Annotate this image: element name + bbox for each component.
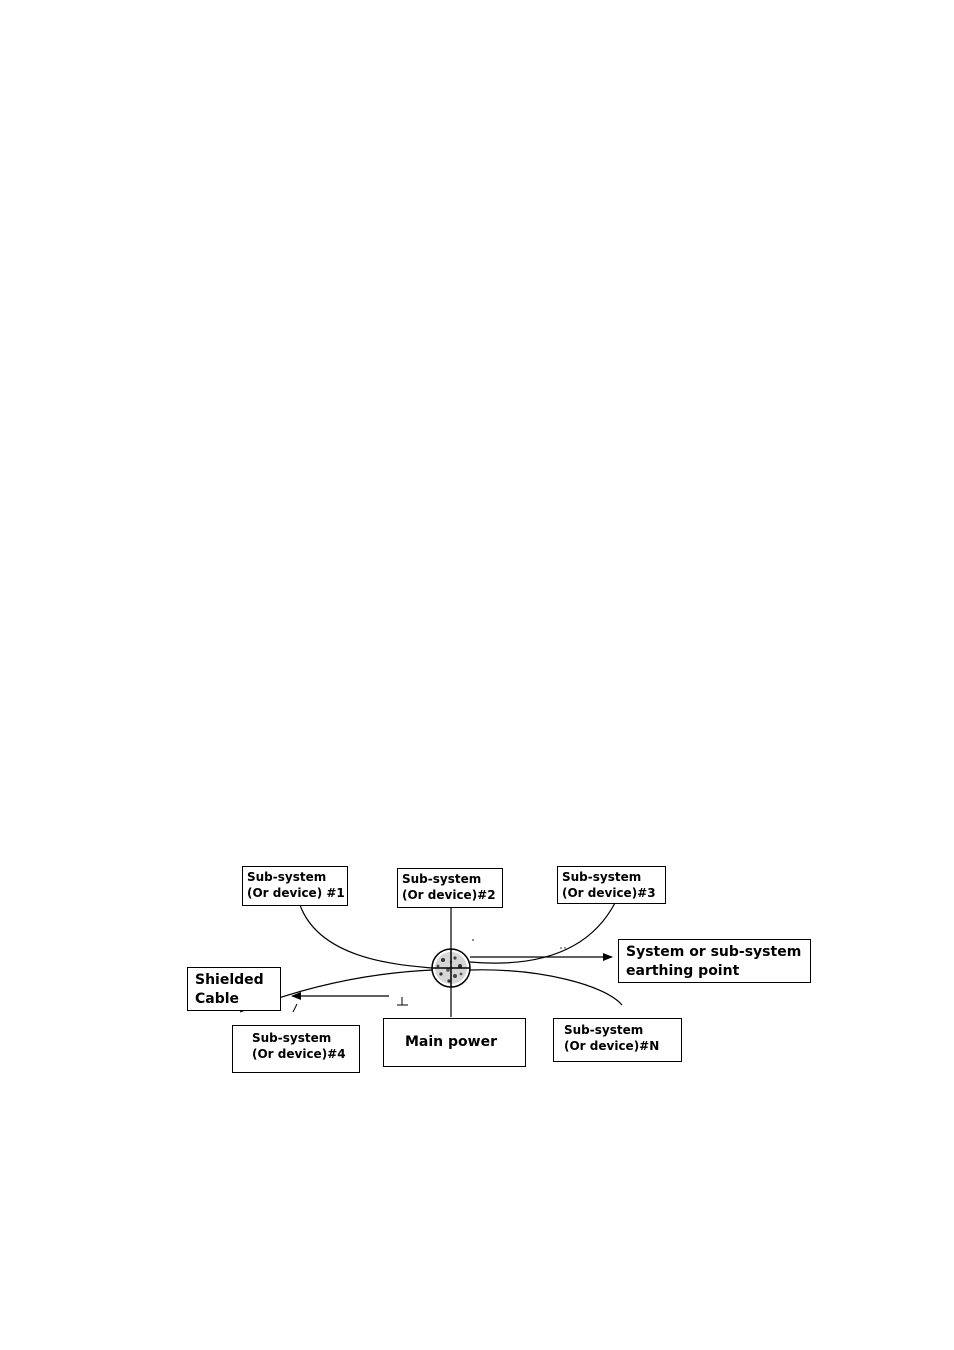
main-power-box: [383, 1018, 526, 1067]
tick-mark: [293, 1004, 297, 1012]
subsystem-3-line2: (Or device)#3: [562, 886, 656, 901]
subsystem-1-line2: (Or device) #1: [247, 886, 345, 901]
subsystem-4-line1: Sub-system: [252, 1031, 332, 1045]
subsystem-n-line2: (Or device)#N: [564, 1039, 660, 1054]
subsystem-n-line1: Sub-system: [564, 1023, 644, 1037]
main-power-label: Main power: [405, 1034, 497, 1051]
subsystem-1-line1: Sub-system: [247, 870, 327, 884]
shielded-cable-line1: Shielded: [195, 972, 264, 988]
dot-mark: [472, 939, 474, 941]
curve-subN: [470, 970, 622, 1005]
subsystem-4-box: [232, 1025, 360, 1073]
earthing-point-box: [618, 939, 811, 983]
hub-node: [432, 949, 470, 987]
subsystem-1-box: [242, 866, 348, 906]
earthing-point-line1: System or sub-system: [626, 944, 802, 960]
subsystem-2-box: [397, 868, 503, 908]
shielded-cable-line2: Cable: [195, 990, 240, 1007]
earthing-point-line2: earthing point: [626, 962, 740, 979]
curve-sub3: [470, 903, 615, 963]
subsystem-2-line2: (Or device)#2: [402, 888, 496, 903]
subsystem-3-line1: Sub-system: [562, 870, 642, 884]
subsystem-2-line1: Sub-system: [402, 872, 482, 886]
subsystem-n-box: [553, 1018, 682, 1062]
shielded-cable-box: [187, 967, 281, 1011]
subsystem-3-box: [557, 866, 666, 904]
subsystem-4-line2: (Or device)#4: [252, 1047, 346, 1062]
curve-sub1: [300, 905, 432, 968]
